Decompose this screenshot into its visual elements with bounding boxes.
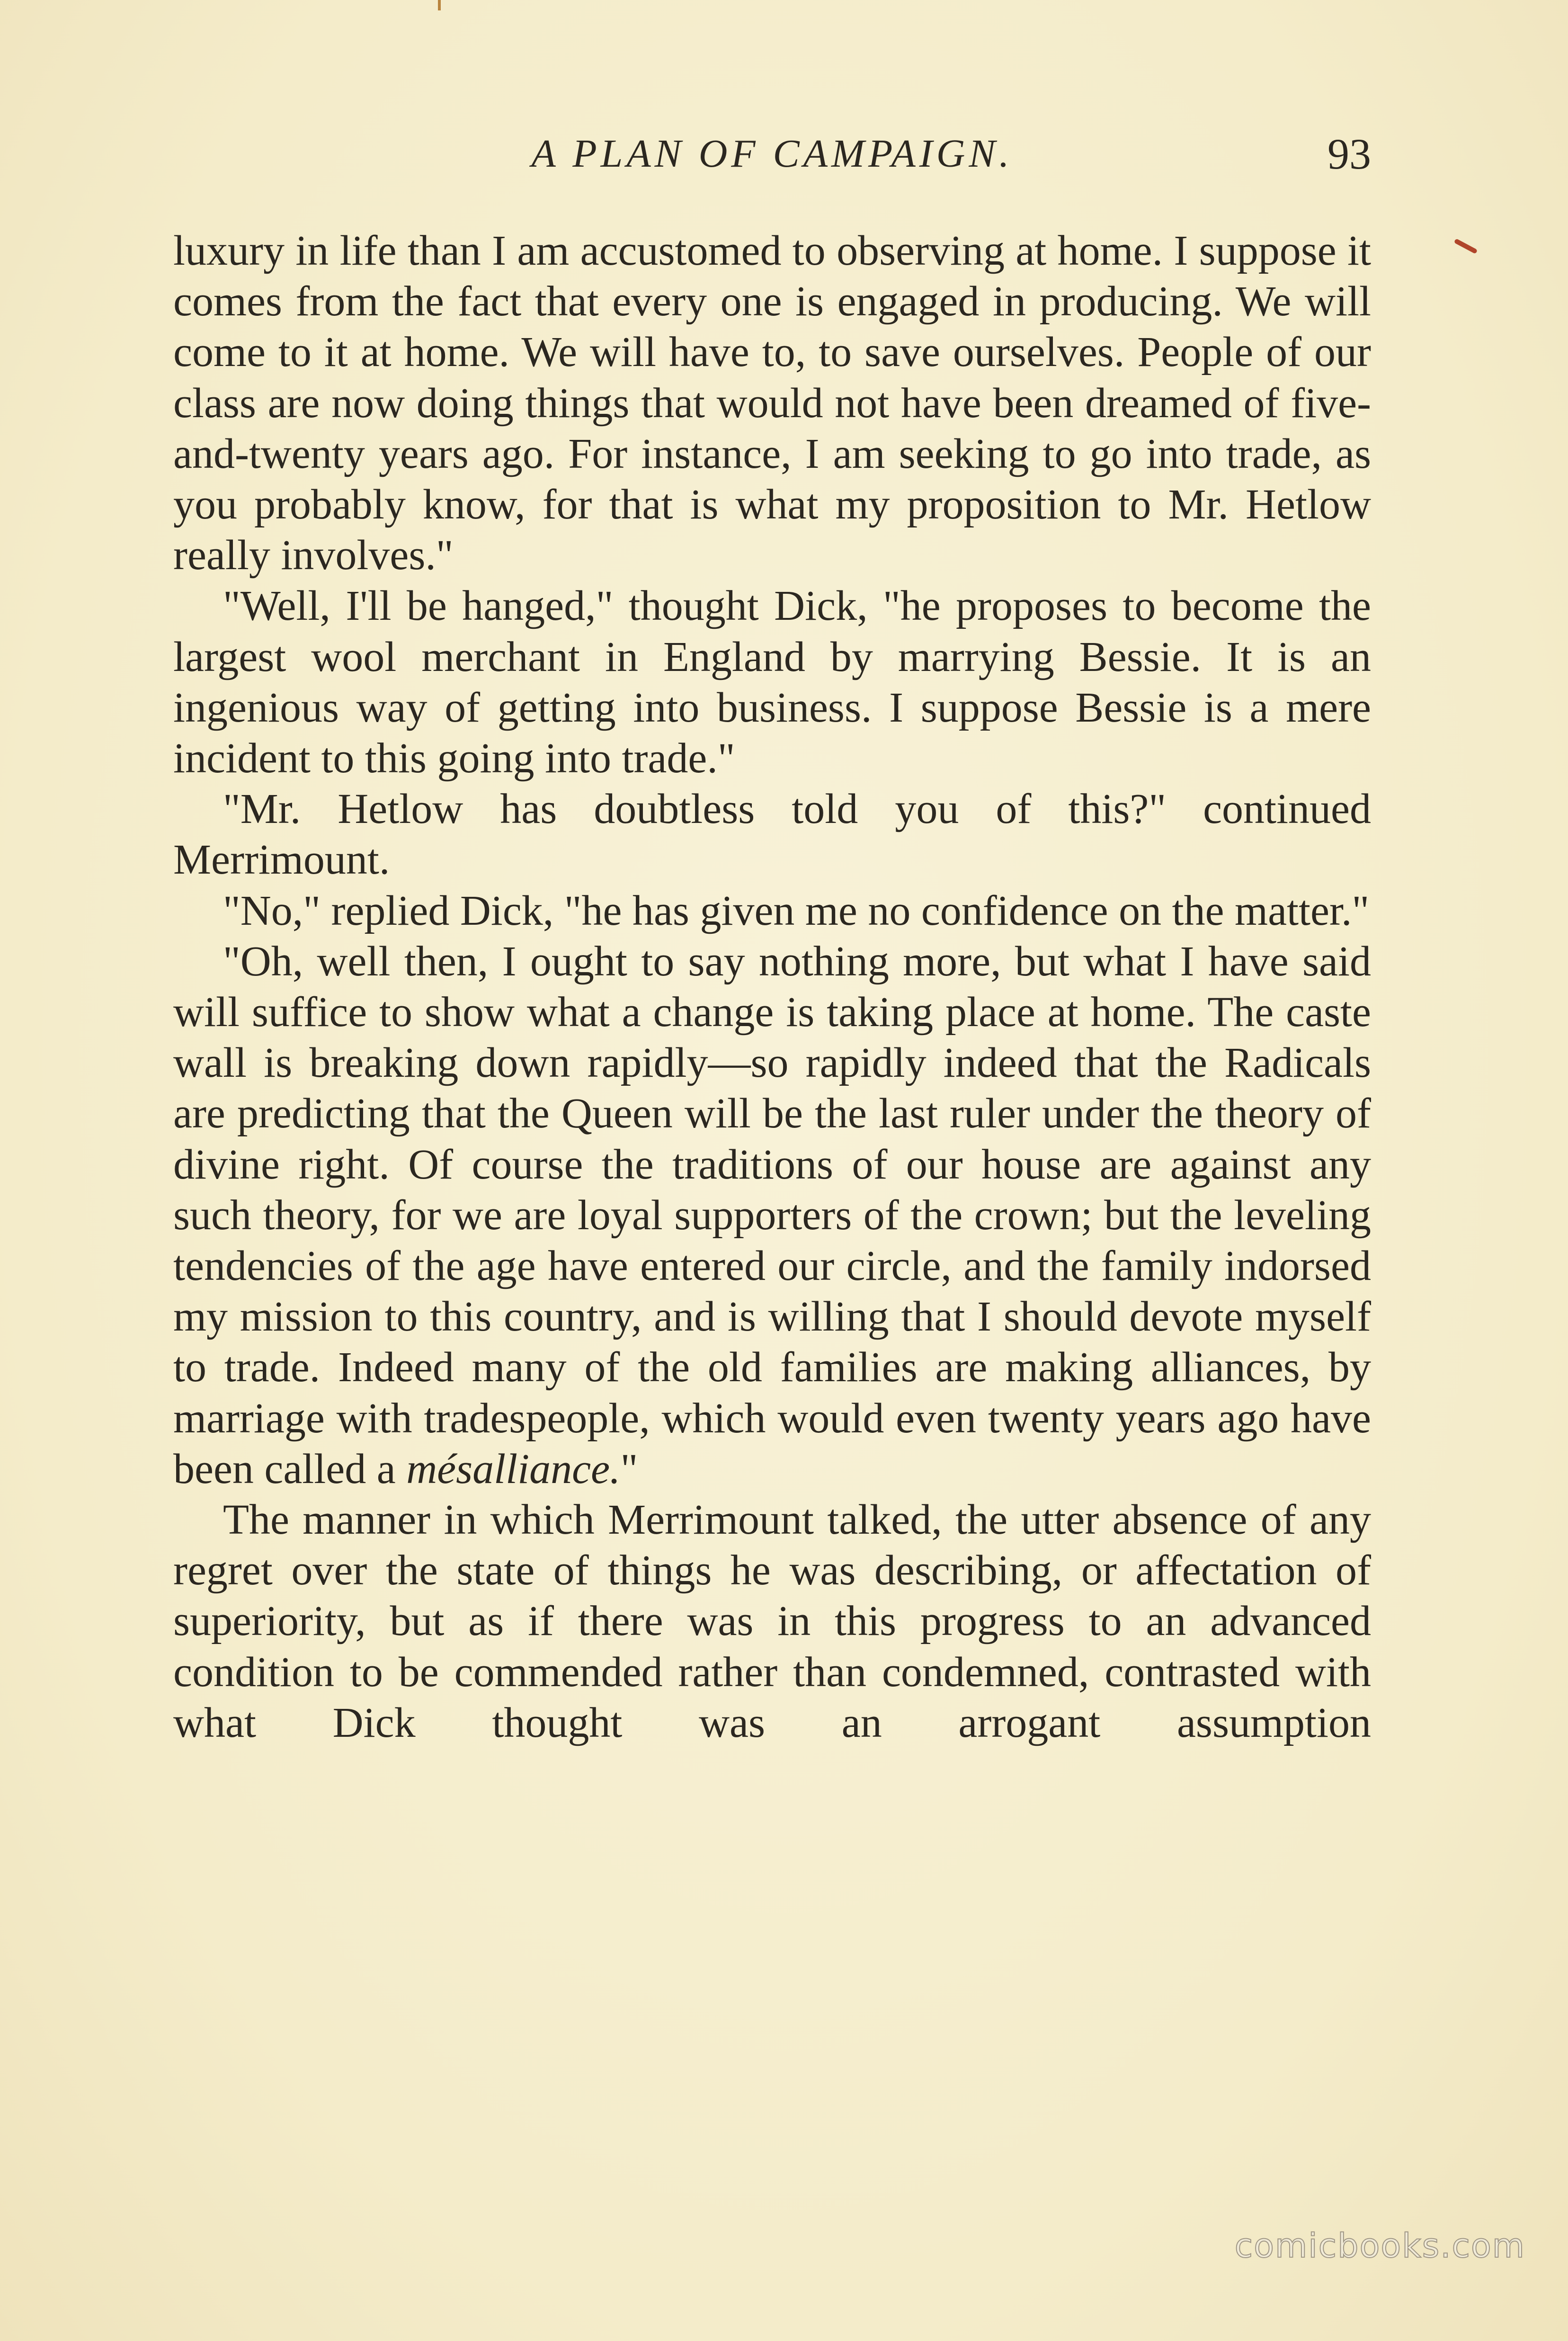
paragraph-6: The manner in which Merrimount talked, the utter absence of any regret over the state of things he was describing, or affectation of superiority, but as if there was in this progress to an advanced condition to be commended rather than condemned, contrasted with what Dick thought was an arrogant assumption [173, 1496, 1371, 1746]
paper-mark [438, 0, 441, 10]
closing-quote: " [620, 1445, 638, 1492]
paragraph-2: "Well, I'll be hanged," thought Dick, "he proposes to become the largest wool merchant in England by marrying Bessie. It is an ingenious way of getting into business. I suppose Bessie is a mere incident to this going into trade." [173, 582, 1371, 782]
paragraph-5 [173, 936, 1371, 1494]
paragraph-3: "Mr. Hetlow has doubtless told you of this?" continued Merrimount. [173, 786, 1371, 884]
paragraph-1: luxury in life than I am accustomed to observing at home. I suppose it comes from the fact that every one is engaged in producing. We will come to it at home. We will have to, to save ourselves. People of our class are now doing things that would not have been dreamed of five-and-twenty years ago. For instance, I am seeking to go into trade, as you probably know, for that is what my proposition to Mr. Hetlow really involves." [173, 227, 1371, 579]
page-number: 93 [1327, 130, 1371, 178]
running-header [173, 125, 1371, 182]
watermark: comicbooks.com [1234, 2226, 1525, 2265]
paragraph-5-text: "Oh, well then, I ought to say nothing more, but what I have said will suffice to show what a change is taking place at home. The caste wall is breaking down rapidly—so rapidly indeed that the Radicals are predicting that the Queen will be the last ruler under the theory of divine right. Of course the traditions of our house are against any such theory, for we are loyal supporters of the crown; but the leveling tendencies of the age have entered our circle, and the family indorsed my mission to this country, and is willing that I should devote myself to trade. Indeed many of the old families are making alliances, by marriage with tradespeople, which would even twenty years ago have been called a [173, 938, 1371, 1492]
running-title: A PLAN OF CAMPAIGN. [531, 132, 1013, 176]
page-text [173, 225, 1371, 1748]
paragraph-4: "No," replied Dick, "he has given me no confidence on the matter." [223, 887, 1370, 934]
italic-word: mésalliance. [406, 1445, 621, 1492]
